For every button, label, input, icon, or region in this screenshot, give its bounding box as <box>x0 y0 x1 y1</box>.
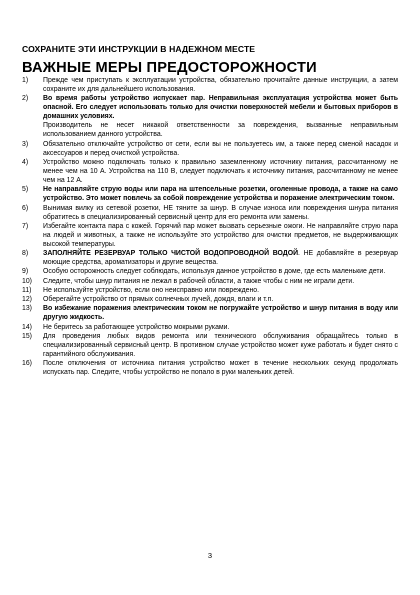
item-body-text: Следите, чтобы шнур питания не лежал в рабочей области, а также чтобы с ним не играли дети. <box>43 277 355 285</box>
item-number: 15) <box>22 332 32 340</box>
item-number: 10) <box>22 277 32 285</box>
item-body-text: Особую осторожность следует соблюдать, используя данное устройство в доме, где есть маленькие дети. <box>43 268 386 276</box>
item-number: 5) <box>22 186 29 194</box>
item-text <box>43 295 398 304</box>
item-bold-text: ЗАПОЛНЯЙТЕ РЕЗЕРВУАР ТОЛЬКО ЧИСТОЙ ВОДОПРОВОДНОЙ ВОДОЙ <box>43 250 299 258</box>
list-item <box>22 359 398 377</box>
item-number: 8) <box>22 250 29 258</box>
item-number: 3) <box>22 140 29 148</box>
item-number: 16) <box>22 360 32 368</box>
precautions-list <box>22 76 398 378</box>
item-number: 14) <box>22 323 32 331</box>
page-title: ВАЖНЫЕ МЕРЫ ПРЕДОСТОРОЖНОСТИ <box>22 60 317 76</box>
item-text <box>43 332 398 359</box>
item-body-text: Производитель не несет никакой ответственности за повреждения, вызванные неправильным использованием данного устройства. <box>43 122 398 139</box>
item-number: 1) <box>22 77 29 84</box>
item-text <box>43 323 398 332</box>
list-item <box>22 185 398 203</box>
item-text <box>43 222 398 249</box>
item-number: 6) <box>22 204 29 212</box>
item-number: 7) <box>22 222 29 230</box>
item-text <box>43 249 398 267</box>
item-body-text: Вынимая вилку из сетевой розетки, НЕ тяните за шнур. В случае износа или повреждения шнура питания обратитесь в специализированный сервисный центр для его ремонта или замены. <box>43 204 398 221</box>
list-item <box>22 332 398 359</box>
item-body-text: Обязательно отключайте устройство от сети, если вы не пользуетесь им, а также перед сменой насадок и аксессуаров и перед очисткой устройства. <box>43 140 398 157</box>
item-text <box>43 140 398 158</box>
item-text <box>43 76 398 94</box>
item-body-text: Не используйте устройство, если оно неисправно или повреждено. <box>43 286 260 294</box>
list-item <box>22 140 398 158</box>
item-text <box>43 286 398 295</box>
list-item <box>22 158 398 185</box>
item-text <box>43 204 398 222</box>
item-text <box>43 94 398 139</box>
list-item <box>22 267 398 276</box>
item-number: 11) <box>22 286 32 294</box>
item-body-text: Прежде чем приступать к эксплуатации устройства, обязательно прочитайте данные инструкции, а затем сохраните их для дальнейшего использования. <box>43 77 398 94</box>
item-text <box>43 267 398 276</box>
list-item <box>22 204 398 222</box>
item-body-text: Оберегайте устройство от прямых солнечных лучей, дождя, влаги и т.п. <box>43 296 274 304</box>
item-number: 4) <box>22 158 29 166</box>
item-body-text: Устройство можно подключать только к правильно заземленному источнику питания, рассчитанному не менее чем на 10 А. Устройства на 110 В, следует подключать к источнику питания, рассчитанному не менее чем на 12 А. <box>43 158 398 185</box>
item-number: 9) <box>22 268 29 276</box>
list-item <box>22 94 398 139</box>
item-body-text: Избегайте контакта пара с кожей. Горячий пар может вызвать серьезные ожоги. Не направляйте струю пара на людей и животных, а также не используйте это устройство для очистки предметов, не выдерживающих высокой температуры. <box>43 222 398 248</box>
item-bold-text: Во избежание поражения электрическим током не погружайте устройство и шнур питания в воду или другую жидкость. <box>43 305 398 322</box>
list-item <box>22 222 398 249</box>
item-bold-text: Во время работы устройство испускает пар. Неправильная эксплуатация устройства может быть опасной. Его следует использовать только для очистки поверхностей мебели и бытовых приборов в домашних условиях. <box>43 95 398 121</box>
item-text <box>43 359 398 377</box>
item-text <box>43 304 398 322</box>
item-body-text: Не беритесь за работающее устройство мокрыми руками. <box>43 323 230 331</box>
item-text <box>43 185 398 203</box>
list-item <box>22 323 398 332</box>
item-body-text: . НЕ добавляйте в резервуар моющие средства, ароматизаторы и другие вещества. <box>43 250 398 267</box>
item-number: 13) <box>22 305 32 313</box>
list-item <box>22 249 398 267</box>
list-item <box>22 76 398 94</box>
page-number: 3 <box>207 551 213 560</box>
item-text <box>43 158 398 185</box>
item-text <box>43 277 398 286</box>
list-item <box>22 295 398 304</box>
item-bold-text: Не направляйте струю воды или пара на штепсельные розетки, оголенные провода, а также на само устройство. Это может повлечь за собой повреждение устройства и поражение электрическим током. <box>43 186 398 203</box>
item-body-text: После отключения от источника питания устройство может в течение нескольких секунд продолжать испускать пар. Следите, чтобы устройство не попало в руки маленьких детей. <box>43 360 398 377</box>
list-item <box>22 286 398 295</box>
item-number: 12) <box>22 296 32 304</box>
list-item <box>22 277 398 286</box>
item-number: 2) <box>22 95 29 103</box>
list-item <box>22 304 398 322</box>
item-body-text: Для проведения любых видов ремонта или технического обслуживания обращайтесь только в специализированный сервисный центр. В противном случае устройство может куже работать и будет снято с гарантийного обслуживания. <box>43 332 398 359</box>
page-header: СОХРАНИТЕ ЭТИ ИНСТРУКЦИИ В НАДЕЖНОМ МЕСТЕ <box>22 44 256 54</box>
